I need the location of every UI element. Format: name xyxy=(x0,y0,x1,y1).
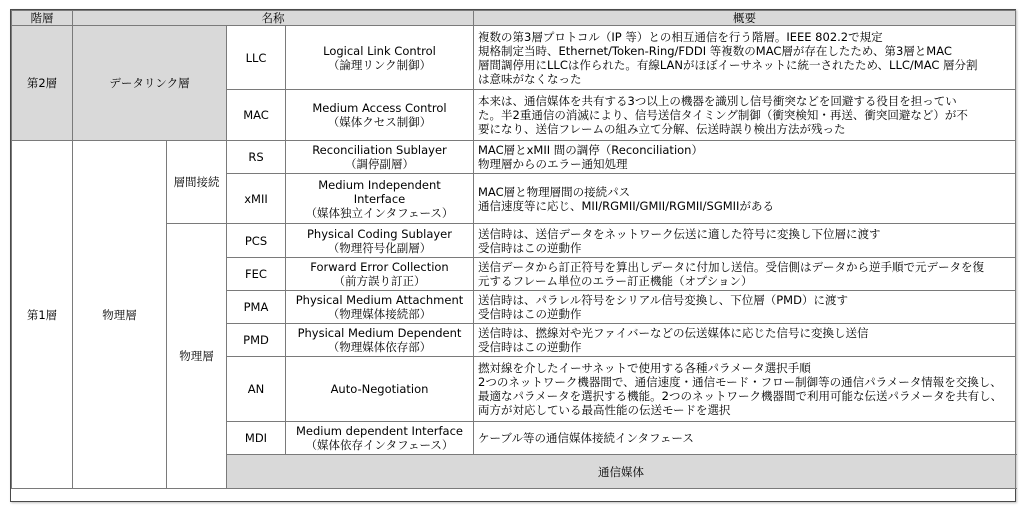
summary-pcs xyxy=(474,224,1016,258)
layer2-label: 第2層 xyxy=(12,26,73,141)
name-pcs xyxy=(286,224,474,258)
name-mdi xyxy=(286,422,474,455)
abbr-pmd: PMD xyxy=(227,324,286,357)
summary-line: 両方が対応している最高性能の伝送モードを選択 xyxy=(478,403,731,417)
name-ja-pmd: （物理媒体依存部） xyxy=(327,340,432,354)
name-an xyxy=(286,357,474,422)
name-en-llc: Logical Link Control xyxy=(323,43,436,58)
summary-xmii xyxy=(474,174,1016,224)
header-row xyxy=(12,11,1016,26)
layer1-sublayer: 物理層 xyxy=(73,141,167,489)
layer1-label: 第1層 xyxy=(12,141,73,489)
name-ja-pcs: （物理符号化副層） xyxy=(327,240,432,255)
header-summary: 概要 xyxy=(474,11,1016,26)
summary-fec xyxy=(474,258,1016,291)
summary-line: ケーブル等の通信媒体接続インタフェース xyxy=(478,431,694,445)
name-ja-llc: （論理リンク制御） xyxy=(327,57,432,72)
name-pma xyxy=(286,291,474,324)
summary-llc xyxy=(474,26,1016,90)
table-row-rs xyxy=(12,141,1016,174)
name-ja-pma: （物理媒体接続部） xyxy=(327,307,432,321)
summary-line: 層間調停用にLLCは作られた。有線LANがほぼイーサネットに統一されたため、LLC/MAC 層分割 xyxy=(478,57,978,72)
name-ja-fec: （前方誤り訂正） xyxy=(333,274,426,288)
summary-line: 物理層からのエラー通知処理 xyxy=(478,157,628,171)
summary-line: は意味がなくなった xyxy=(478,71,582,86)
name-en-rs: Reconciliation Sublayer xyxy=(312,143,447,157)
abbr-rs: RS xyxy=(227,141,286,174)
name-ja-rs: （調停副層） xyxy=(345,157,414,171)
summary-line: 送信データから訂正符号を算出しデータに付加し送信。受信側はデータから逆手順で元データを復 xyxy=(478,260,984,274)
group-interconnect: 層間接続 xyxy=(167,141,227,224)
summary-line: 要になり、送信フレームの組み立て分解、伝送時誤り検出方法が残った xyxy=(478,122,846,136)
name-en-an: Auto-Negotiation xyxy=(330,382,429,396)
name-en-pcs: Physical Coding Sublayer xyxy=(307,226,452,241)
summary-line: 規格制定当時、Ethernet/Token-Ring/FDDI 等複数のMAC層が存在したため、第3層とMAC xyxy=(478,43,952,58)
summary-line: 撚対線を介したイーサネットで使用する各種パラメータ選択手順 xyxy=(478,361,811,375)
layer2-sublayer: データリンク層 xyxy=(73,26,227,141)
summary-line: 複数の第3層プロトコル（IP 等）との相互通信を行う階層。IEEE 802.2で規定 xyxy=(478,29,883,44)
osi-layer-table xyxy=(11,10,1016,489)
name-rs xyxy=(286,141,474,174)
name-xmii xyxy=(286,174,474,224)
abbr-xmii: xMII xyxy=(227,174,286,224)
name-en-pmd: Physical Medium Dependent xyxy=(297,326,462,340)
summary-line: 元するフレーム単位のエラー訂正機能（オプション） xyxy=(478,274,753,288)
name-fec xyxy=(286,258,474,291)
summary-line: 送信時は、撚線対や光ファイバーなどの伝送媒体に応じた信号に変換し送信 xyxy=(478,326,869,340)
group-physical: 物理層 xyxy=(167,224,227,489)
name-mac xyxy=(286,90,474,141)
abbr-an: AN xyxy=(227,357,286,422)
name-en2-xmii: Interface xyxy=(353,191,406,206)
summary-line: 2つのネットワーク機器間で、通信速度・通信モード・フロー制御等の通信パラメータ情報を交換し、 xyxy=(478,375,1002,389)
name-en-mdi: Medium dependent Interface xyxy=(296,424,463,438)
name-pmd xyxy=(286,324,474,357)
abbr-fec: FEC xyxy=(227,258,286,291)
summary-line: 送信時は、パラレル符号をシリアル信号変換し、下位層（PMD）に渡す xyxy=(478,293,848,307)
summary-line: MAC層と物理層間の接続パス xyxy=(478,184,631,199)
summary-pma xyxy=(474,291,1016,324)
summary-line: 受信時はこの逆動作 xyxy=(478,240,582,255)
summary-line: MAC層とxMII 間の調停（Reconciliation） xyxy=(478,143,703,157)
summary-rs xyxy=(474,141,1016,174)
summary-line: 最適なパラメータを選択する機能。2つのネットワーク機器間で利用可能な伝送パラメータを共有し、 xyxy=(478,389,1003,403)
header-name: 名称 xyxy=(73,11,474,26)
summary-line: 送信時は、送信データをネットワーク伝送に適した符号に変換し下位層に渡す xyxy=(478,226,881,241)
name-en-mac: Medium Access Control xyxy=(312,101,447,115)
name-ja-xmii: （媒体独立インタフェース） xyxy=(305,205,454,220)
header-layer: 階層 xyxy=(12,11,73,26)
summary-line: た。半2重通信の消滅により、信号送信タイミング制御（衝突検知・再送、衝突回避など）が不 xyxy=(478,108,968,122)
name-en-pma: Physical Medium Attachment xyxy=(295,293,464,307)
abbr-llc: LLC xyxy=(227,26,286,90)
abbr-pcs: PCS xyxy=(227,224,286,258)
name-ja-mac: （媒体クセス制御） xyxy=(327,115,432,129)
summary-line: 通信速度等に応じ、MII/RGMII/GMII/RGMII/SGMIIがある xyxy=(478,198,774,213)
abbr-pma: PMA xyxy=(227,291,286,324)
summary-mac xyxy=(474,90,1016,141)
summary-line: 本来は、通信媒体を共有する3つ以上の機器を識別し信号衝突などを回避する役目を担ってい xyxy=(478,94,957,108)
medium-label: 通信媒体 xyxy=(227,455,1016,489)
name-llc xyxy=(286,26,474,90)
summary-line: 受信時はこの逆動作 xyxy=(478,340,582,354)
osi-layer-table-frame xyxy=(10,9,1016,502)
name-en-fec: Forward Error Collection xyxy=(310,260,449,274)
abbr-mac: MAC xyxy=(227,90,286,141)
abbr-mdi: MDI xyxy=(227,422,286,455)
summary-an xyxy=(474,357,1016,422)
name-ja-mdi: （媒体依存インタフェース） xyxy=(305,438,454,452)
name-en-xmii: Medium Independent xyxy=(318,177,441,192)
summary-mdi xyxy=(474,422,1016,455)
summary-pmd xyxy=(474,324,1016,357)
summary-line: 受信時はこの逆動作 xyxy=(478,307,582,321)
table-row-llc xyxy=(12,26,1016,90)
